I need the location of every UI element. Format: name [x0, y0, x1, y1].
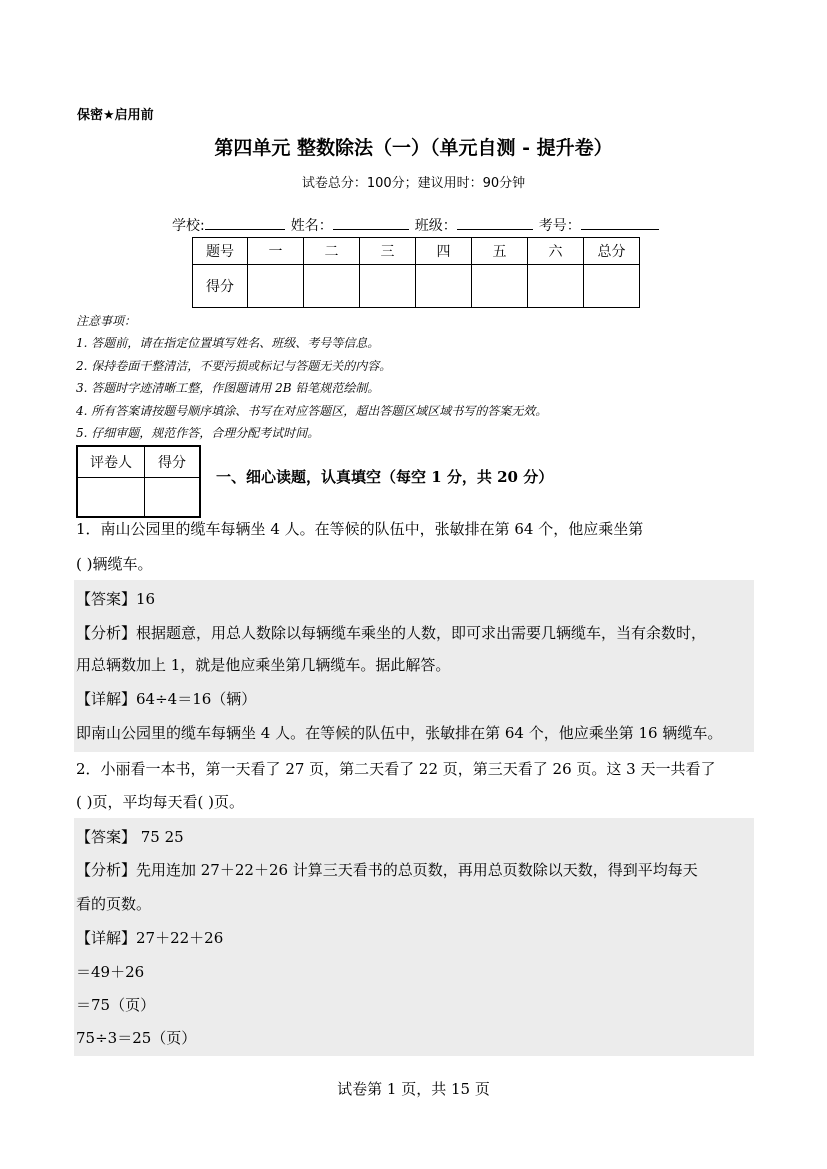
detail-2-line3: ＝75（页）	[76, 996, 156, 1014]
class-field[interactable]	[457, 215, 533, 230]
question-2-line2: ( )页，平均每天看( )页。	[76, 793, 244, 811]
notes-item: 3. 答题时字迹清晰工整，作图题请用 2B 铅笔规范绘制。	[76, 381, 380, 395]
score-table	[192, 237, 640, 308]
score-header-cell: 题号	[193, 238, 248, 265]
question-1-line2: ( )辆缆车。	[76, 555, 153, 573]
notes-item: 1. 答题前，请在指定位置填写姓名、班级、考号等信息。	[76, 336, 380, 350]
detail-1-line1: 【详解】64÷4＝16（辆）	[76, 690, 257, 708]
notes-item: 2. 保持卷面干整清洁，不要污损或标记与答题无关的内容。	[76, 358, 392, 373]
exam-number-field[interactable]	[581, 215, 659, 230]
detail-1-line2: 即南山公园里的缆车每辆坐 4 人。在等候的队伍中，张敏排在第 64 个，他应乘坐第 16 辆缆车。	[76, 724, 723, 742]
school-label: 学校:	[172, 218, 205, 234]
score-header-cell: 四	[416, 238, 472, 265]
score-cell[interactable]	[304, 265, 360, 308]
notes-item: 4. 所有答案请按题号顺序填涂、书写在对应答题区，超出答题区域区域书写的答案无效。	[76, 403, 548, 418]
detail-2-line1: 【详解】27＋22＋26	[76, 929, 224, 947]
score-cell[interactable]	[360, 265, 416, 308]
exam-number-label: 考号：	[538, 218, 581, 234]
question-1-line1: 1．南山公园里的缆车每辆坐 4 人。在等候的队伍中，张敏排在第 64 个，他应乘坐第	[76, 520, 644, 538]
analysis-1-line1: 【分析】根据题意，用总人数除以每辆缆车乘坐的人数，即可求出需要几辆缆车，当有余数时，	[76, 624, 707, 642]
section-heading: 一、细心读题，认真填空（每空 1 分，共 20 分）	[216, 468, 554, 486]
class-label: 班级：	[414, 218, 457, 234]
page-subtitle: 试卷总分：100分；建议用时：90分钟	[301, 176, 526, 191]
analysis-1-line2: 用总辆数加上 1，就是他应乘坐第几辆缆车。据此解答。	[76, 656, 451, 674]
detail-2-line4: 75÷3＝25（页）	[76, 1029, 197, 1047]
score-header-cell: 六	[528, 238, 584, 265]
name-label: 姓名：	[290, 218, 333, 234]
page-footer: 试卷第 1 页，共 15 页	[337, 1080, 490, 1098]
school-field[interactable]	[205, 215, 285, 230]
score-row-label: 得分	[193, 265, 248, 308]
grader-table	[76, 445, 201, 518]
score-header-cell: 三	[360, 238, 416, 265]
score-cell[interactable]	[416, 265, 472, 308]
score-cell[interactable]	[248, 265, 304, 308]
grader-score-cell[interactable]	[145, 478, 201, 518]
question-2-line1: 2．小丽看一本书，第一天看了 27 页，第二天看了 22 页，第三天看了 26 页。这 3 天一共看了	[76, 760, 716, 778]
notes-list	[76, 332, 547, 445]
score-cell[interactable]	[584, 265, 640, 308]
page-title: 第四单元 整数除法（一）（单元自测 - 提升卷）	[214, 137, 613, 159]
analysis-2-line1: 【分析】先用连加 27＋22＋26 计算三天看书的总页数，再用总页数除以天数，得到平均每天	[76, 861, 698, 879]
notes-title: 注意事项：	[76, 314, 137, 328]
grader-cell[interactable]	[77, 478, 145, 518]
score-header-cell: 五	[472, 238, 528, 265]
score-cell[interactable]	[472, 265, 528, 308]
grader-label: 评卷人	[77, 446, 145, 478]
score-header-cell: 总分	[584, 238, 640, 265]
notes-item: 5. 仔细审题，规范作答，合理分配考试时间。	[76, 426, 320, 440]
student-info-row	[172, 215, 665, 235]
grader-score-label: 得分	[145, 446, 201, 478]
confidential-label: 保密★启用前	[77, 108, 154, 123]
answer-1: 【答案】16	[76, 590, 156, 608]
score-cell[interactable]	[528, 265, 584, 308]
score-header-cell: 一	[248, 238, 304, 265]
score-header-cell: 二	[304, 238, 360, 265]
detail-2-line2: ＝49＋26	[76, 963, 145, 981]
analysis-2-line2: 看的页数。	[76, 895, 152, 913]
name-field[interactable]	[333, 215, 409, 230]
answer-2: 【答案】 75 25	[76, 828, 184, 846]
